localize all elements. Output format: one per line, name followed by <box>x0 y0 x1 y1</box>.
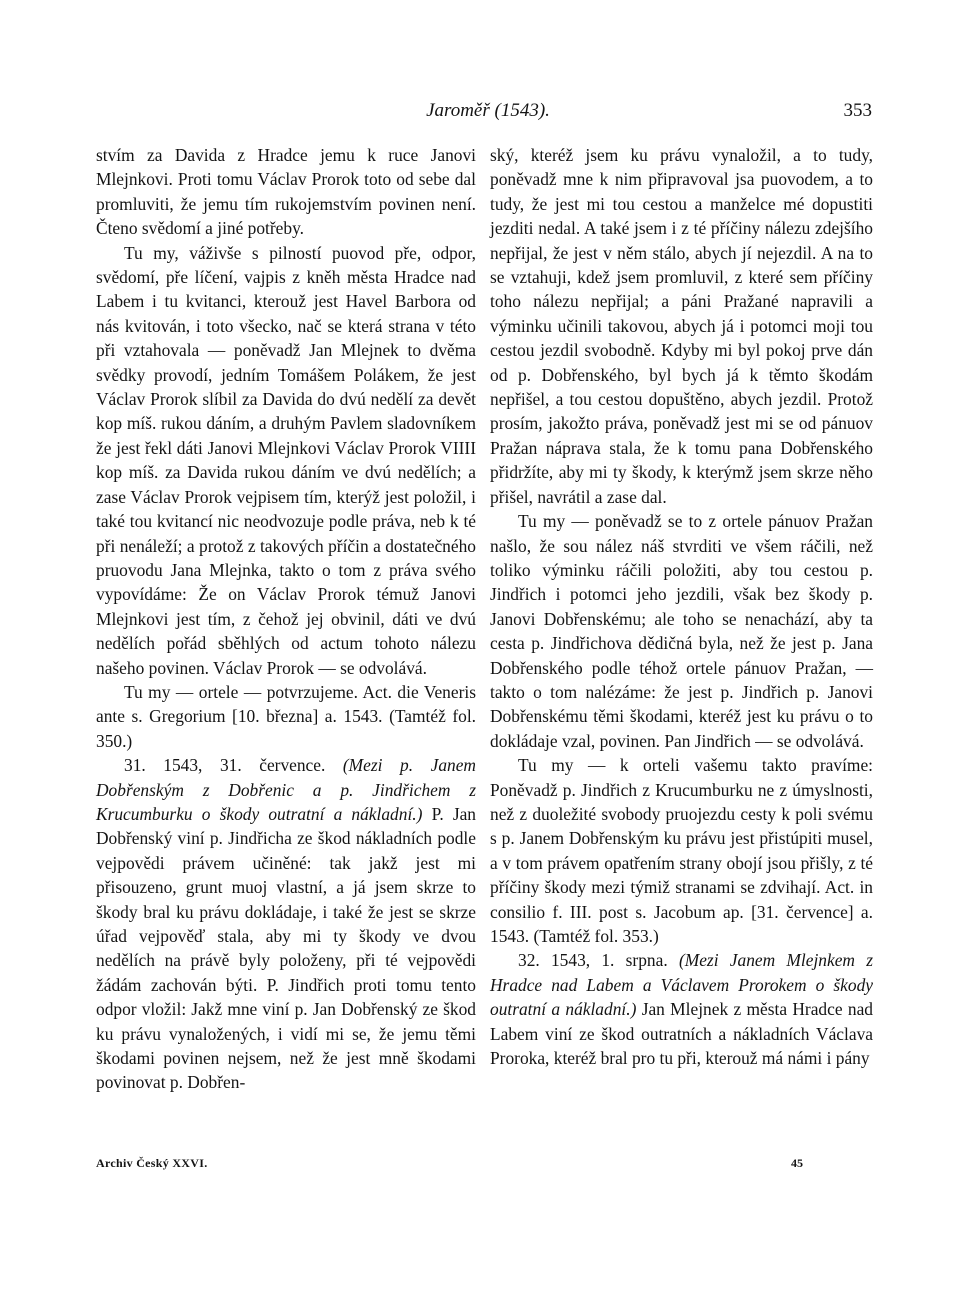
entry-number-date: 32. 1543, 1. srpna. <box>518 950 679 971</box>
sheet-number: 45 <box>791 1156 803 1170</box>
right-column <box>490 143 873 1070</box>
entry-summary: (Mezi p. Janem Dobřenským z Dobřenic a p. Jindřichem z Krucumburku o škody outratní a nákladní.) <box>96 755 476 824</box>
left-column <box>96 143 476 1095</box>
paragraph: Tu my — k orteli vašemu takto pravíme: Poněvadž p. Jindřich z Krucumburku ne z úmyslnosti, než z duoležité svobody pruojezdu cesty k poli svému s p. Janem Dobřenským ku právu jest přistúpiti musel, a v tom právem opatřením strany obojí jsou přišly, z té příčiny škody mezi týmiž stranami se zdvihají. Act. in consilio f. III. post s. Jacobum ap. [31. července] a. 1543. (Tamtéž fol. 353.) <box>490 755 873 946</box>
paragraph: ský, kteréž jsem ku právu vynaložil, a to tudy, poněvadž mne k nim připravoval jsa puovodem, a to tudy, že jest mi tou cestou a manželce mé dopustiti jezditi nedal. A také jsem i z té příčiny nálezu zdejšího nepřijal, že jest v něm stálo, abych jí nejezdil. A na to se vztahuji, kdež jsem promluvil, z které sem příčiny toho nálezu nepřijal; a páni Pražané napravili a výminku učinili takovou, abych já i potomci moji tou cestou jezdil svobodně. Kdyby mi byl pokoj prve dán od p. Dobřenského, byl bych já k těmto škodám nepřišel, a tou cestou dopuštěno, abych jezdil. Protož prosím, jakožto práva, poněvadž jest mi se od pánuov Pražan náprava stala, že k tomu pana Dobřenského přidržíte, aby mi ty škody, k kterýmž jsem skrze něho přišel, navrátil a zase dal. <box>490 145 873 507</box>
footer-signature: Archiv Český XXVI. <box>96 1156 208 1170</box>
document-entry-32 <box>490 948 873 1070</box>
paragraph: Tu my — ortele — potvrzujeme. Act. die Veneris ante s. Gregorium [10. března] a. 1543. (Tamtéž fol. 350.) <box>96 681 476 751</box>
entry-number-date: 31. 1543, 31. července. <box>124 755 343 776</box>
page-number: 353 <box>843 100 872 121</box>
document-entry-31 <box>96 753 476 1095</box>
entry-text: Jan Mlejnek z města Hradce nad Labem viní ze škod outratních a nákladních Václava Proroka, kteréž bral pro tu při, kterouž má námi i pány <box>490 999 873 1069</box>
paragraph: Tu my, váživše s pilností puovod pře, odpor, svědomí, pře líčení, vajpis z kněh města Hradce nad Labem i tu kvitanci, kterouž jest Havel Barbora od nás kvitován, i toto všecko, nač se která strana v této při vztahovala — poněvadž Jan Mlejnek to dvěma svědky provodí, jedním Tomášem Polákem, že jest Václav Prorok slíbil za Davida do dvú nedělí za devět kop míš. rukou dáním, a druhým Pavlem sladovníkem že jest řekl dáti Janovi Mlejnkovi Václav Prorok VIIII kop míš. za Davida rukou dáním ve dvú nedělích; a zase Václav Prorok vejpisem tím, kterýž jest položil, i také tou kvitancí nic neodvozuje podle práva, neb k té při nenáleží; a protož z takových příčin a dostatečného pruovodu Jana Mlejnka, takto o tom z práva svého vypovídáme: Že on Václav Prorok témuž Janovi Mlejnkovi jest tím, z čehož jej obvinil, dáti ve dvú nedělích pořád sběhlých od actum tohoto nálezu našeho povinen. Václav Prorok — se odvolává. <box>96 242 476 678</box>
paragraph: Tu my — poněvadž se to z ortele pánuov Pražan našlo, že sou nález náš stvrditi ve všem ráčili, než toliko výminku ráčili položiti, aby tou cestou p. Jindřich i potomci jeho jezdili, však bez škody p. Janovi Dobřenskému; ale toho se nenachází, aby ta cesta p. Jindřichova dědičná byla, než že jest p. Jana Dobřenského podle téhož ortele pánuov Pražan, — takto o tom nalézáme: že jest p. Jindřich p. Janovi Dobřenskému těmi škodami, kteréž jest ku právu o to dokládaje vzal, povinen. Pan Jindřich — se odvolává. <box>490 511 873 751</box>
paragraph: stvím za Davida z Hradce jemu k ruce Janovi Mlejnkovi. Proti tomu Václav Prorok toto od sebe dal promluviti, že jemu tím rukojemstvím povinen není. Čteno svědomí a jiné potřeby. <box>96 145 476 239</box>
entry-summary: (Mezi Janem Mlejnkem z Hradce nad Labem a Václavem Prorokem o škody outratní a nákladní.) <box>490 950 873 1020</box>
running-title: Jaroměř (1543). <box>426 100 550 121</box>
entry-text: P. Jan Dobřenský viní p. Jindřicha ze škod nákladních podle vejpovědi právem učiněné: tak jakž jest mi přisouzeno, grunt muoj vlastní, a já jsem skrze to škody bral ku právu dokládaje, i také že jest se skrze úřad vejpověď stala, aby mi ty škody ve dvou nedělích na právě byly položeny, při té vejpovědi žádám zachován býti. P. Jindřich proti tomu tento odpor vložil: Jakž mne viní p. Jan Dobřenský ze škod ku právu vynaložených, i vidí mi se, že jemu těmi škodami povinen nejsem, než že jest mně škodami povinovat p. Dobřen- <box>96 803 477 1093</box>
